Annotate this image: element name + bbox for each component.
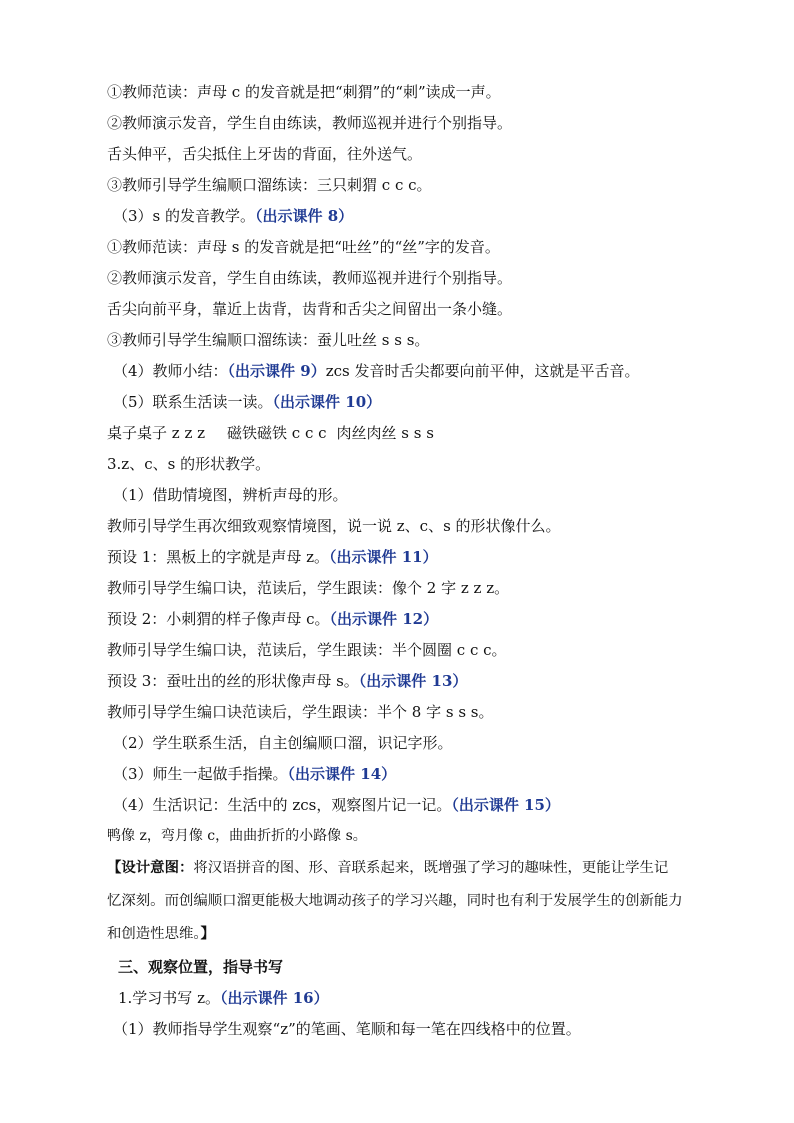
courseware-ref: （出示课件 9）: [227, 362, 326, 380]
text-line: 鸭像 z，弯月像 c，曲曲折折的小路像 s。: [107, 828, 367, 844]
text-span: 肉丝肉丝 s s s: [336, 424, 434, 442]
text-line: ①教师范读：声母 s 的发音就是把“吐丝”的“丝”字的发音。: [107, 238, 500, 256]
text-span: （3）s 的发音教学。: [113, 207, 256, 225]
text-line: （2）学生联系生活，自主创编顺口溜，识记字形。: [113, 734, 453, 752]
design-intent-line: [107, 858, 668, 878]
text-line: （1）借助情境图，辨析声母的形。: [113, 486, 348, 504]
courseware-ref: （出示课件 14）: [287, 765, 397, 783]
text-line: [113, 392, 381, 412]
text-line: 教师引导学生编口诀，范读后，学生跟读：半个圆圈 c c c。: [107, 641, 507, 659]
courseware-ref: （出示课件 12）: [329, 610, 439, 628]
text-line: [107, 547, 438, 567]
text-span: 桌子桌子 z z z: [107, 424, 206, 442]
courseware-ref: （出示课件 16）: [219, 989, 329, 1007]
text-line: ②教师演示发音，学生自由练读，教师巡视并进行个别指导。: [107, 269, 513, 287]
courseware-ref: （出示课件 15）: [451, 796, 560, 814]
text-span: 磁铁磁铁 c c c: [227, 424, 327, 442]
text-line: 教师引导学生再次细致观察情境图，说一说 z、c、s 的形状像什么。: [107, 517, 561, 535]
text-line: [113, 361, 640, 381]
text-span: zcs 发音时舌尖都要向前平伸，这就是平舌音。: [325, 362, 640, 380]
text-line: [107, 423, 434, 443]
text-line: ③教师引导学生编顺口溜练读：三只刺猬 c c c。: [107, 176, 432, 194]
text-span: （4）生活识记：生活中的 zcs，观察图片记一记。: [113, 796, 452, 814]
text-line: ①教师范读：声母 c 的发音就是把“刺猬”的“刺”读成一声。: [107, 83, 501, 101]
text-line: [113, 795, 560, 815]
text-line: [118, 988, 329, 1008]
text-line: 教师引导学生编口诀范读后，学生跟读：半个 8 字 s s s。: [107, 703, 494, 721]
text-span: 预设 1：黑板上的字就是声母 z。: [107, 548, 329, 566]
text-line: 教师引导学生编口诀，范读后，学生跟读：像个 2 字 z z z。: [107, 579, 510, 597]
design-intent-label: 【设计意图：: [107, 859, 194, 876]
text-line: 舌头伸平，舌尖抵住上牙齿的背面，往外送气。: [107, 145, 423, 163]
text-line: [113, 206, 353, 226]
text-span: （5）联系生活读一读。: [113, 393, 273, 411]
text-line: 3.z、c、s 的形状教学。: [107, 455, 271, 473]
text-span: 】: [200, 925, 215, 942]
text-span: （4）教师小结：: [113, 362, 228, 380]
text-span: 1.学习书写 z。: [118, 989, 220, 1007]
text-line: [113, 764, 396, 784]
design-intent-line: 忆深刻。而创编顺口溜更能极大地调动孩子的学习兴趣，同时也有利于发展学生的创新能力: [107, 893, 683, 909]
text-span: 将汉语拼音的图、形、音联系起来，既增强了学习的趣味性，更能让学生记: [193, 860, 669, 876]
text-line: （1）教师指导学生观察“z”的笔画、笔顺和每一笔在四线格中的位置。: [113, 1020, 581, 1038]
text-span: 和创造性思维。: [107, 926, 201, 942]
text-line: [107, 671, 467, 691]
text-line: ③教师引导学生编顺口溜练读：蚕儿吐丝 s s s。: [107, 331, 430, 349]
text-span: 预设 2：小刺猬的样子像声母 c。: [107, 610, 330, 628]
text-span: （3）师生一起做手指操。: [113, 765, 288, 783]
courseware-ref: （出示课件 13）: [358, 672, 468, 690]
text-span: 预设 3：蚕吐出的丝的形状像声母 s。: [107, 672, 359, 690]
courseware-ref: （出示课件 10）: [272, 393, 382, 411]
text-line: 舌尖向前平身，靠近上齿背，齿背和舌尖之间留出一条小缝。: [107, 300, 513, 318]
courseware-ref: （出示课件 8）: [255, 207, 354, 225]
section-heading: 三、观察位置，指导书写: [118, 958, 284, 976]
text-line: ②教师演示发音，学生自由练读，教师巡视并进行个别指导。: [107, 114, 513, 132]
courseware-ref: （出示课件 11）: [328, 548, 438, 566]
text-line: [107, 609, 438, 629]
design-intent-line: [107, 924, 215, 944]
